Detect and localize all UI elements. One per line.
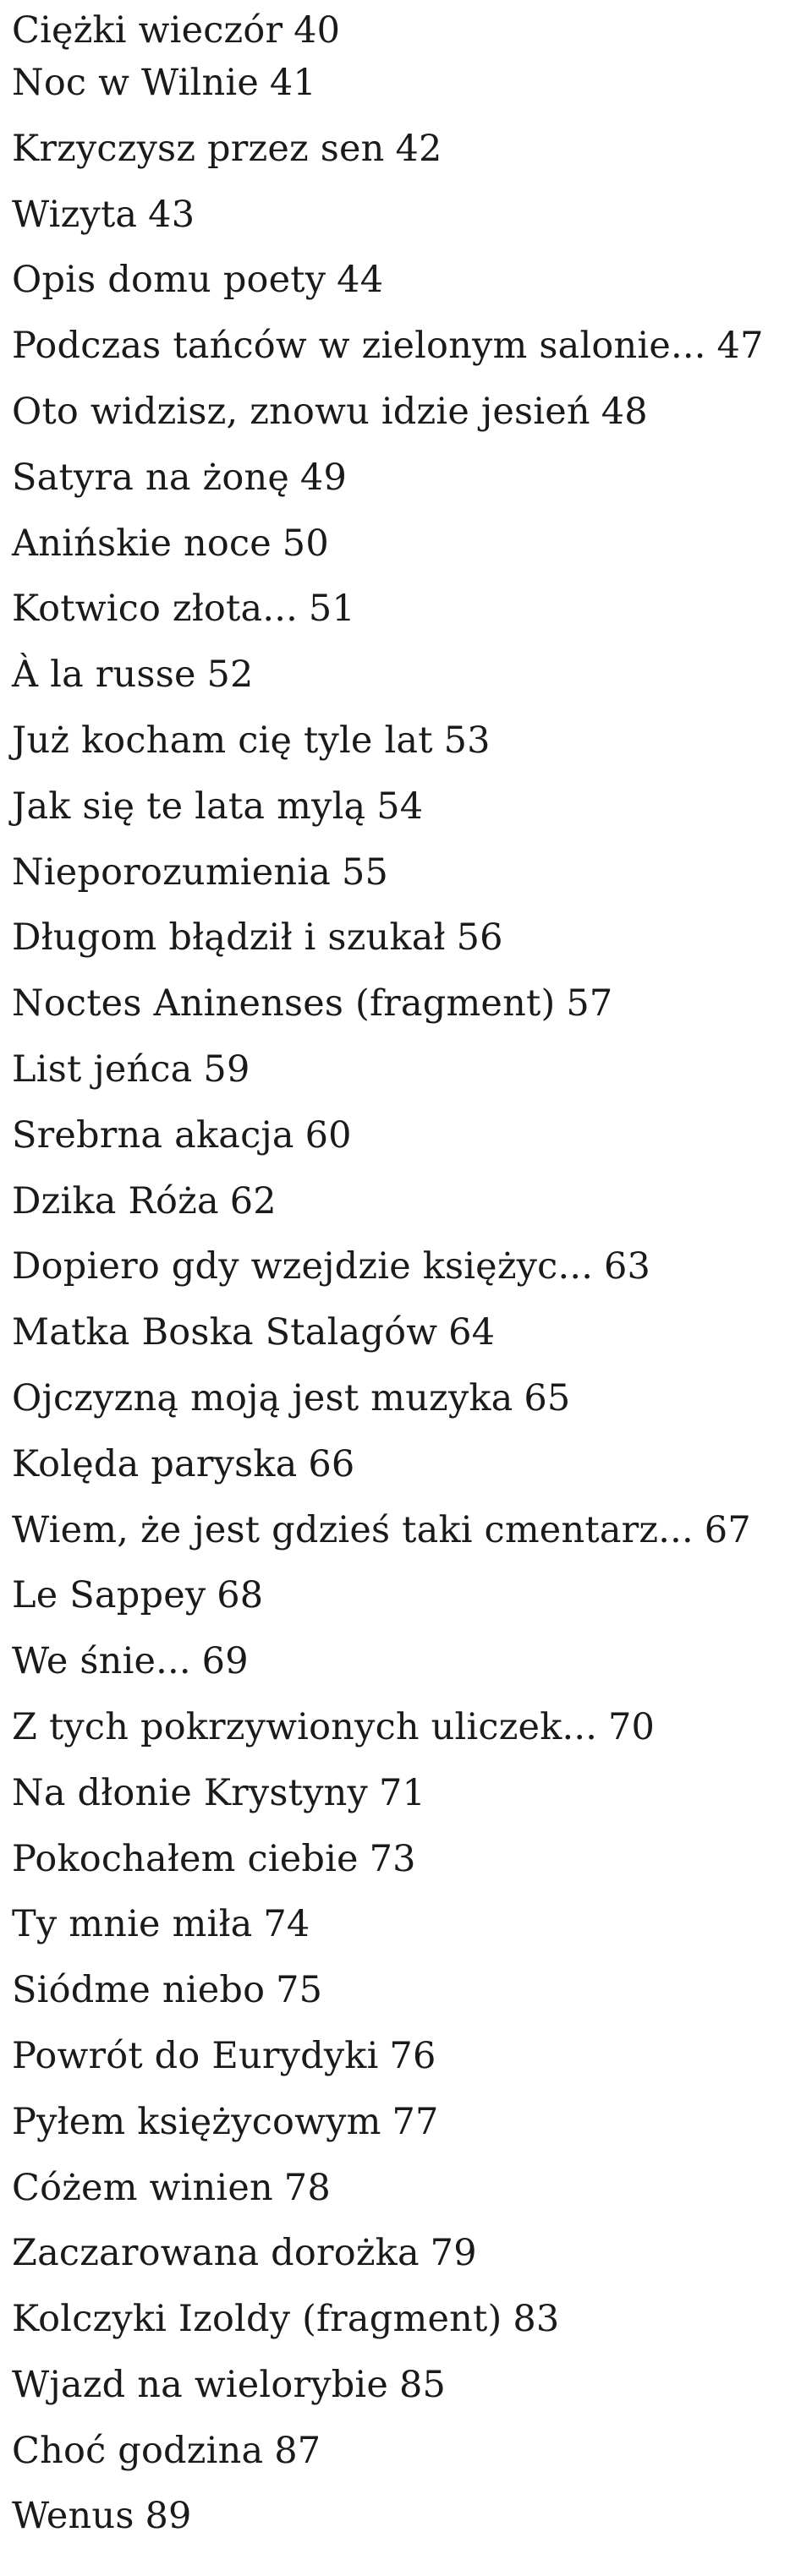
entry-title: Już kocham cię tyle lat (12, 719, 433, 762)
entry-page-number: 71 (378, 1771, 426, 1814)
toc-entry (12, 2353, 807, 2419)
entry-title: Srebrna akacja (12, 1113, 294, 1157)
toc-entry (12, 2419, 807, 2485)
entry-page-number: 66 (308, 1442, 355, 1485)
toc-entry (12, 971, 807, 1037)
toc-entry (12, 643, 807, 708)
toc-entry (12, 183, 807, 249)
entry-page-number: 70 (607, 1705, 656, 1748)
entry-page-number: 68 (217, 1574, 264, 1617)
entry-title: Cóżem winien (12, 2166, 273, 2209)
toc-entry (12, 117, 807, 183)
entry-title: À la russe (12, 654, 196, 697)
entry-title: Kolczyki Izoldy (fragment) (12, 2298, 502, 2341)
entry-page-number: 42 (395, 127, 442, 170)
toc-entry (12, 511, 807, 577)
entry-title: Na dłonie Krystyny (12, 1771, 369, 1814)
entry-page-number: 83 (513, 2298, 560, 2341)
entry-page-number: 43 (148, 193, 195, 236)
entry-page-number: 51 (308, 588, 355, 631)
toc-entry (12, 2156, 807, 2222)
toc-entry (12, 1629, 807, 1695)
entry-page-number: 49 (299, 456, 348, 499)
toc-entry (12, 1300, 807, 1366)
entry-page-number: 69 (201, 1640, 249, 1683)
entry-title: Krzyczysz przez sen (12, 127, 385, 170)
entry-page-number: 85 (398, 2363, 447, 2406)
entry-title: Siódme niebo (12, 1969, 266, 2012)
toc-entry (12, 0, 807, 51)
entry-title: Ty mnie miła (12, 1903, 253, 1946)
toc-entry (12, 1695, 807, 1761)
toc-entry (12, 1761, 807, 1827)
entry-title: Choć godzina (12, 2429, 264, 2472)
toc-entry (12, 1498, 807, 1564)
entry-page-number: 44 (337, 259, 384, 302)
entry-title: Pokochałem ciebie (12, 1837, 359, 1880)
entry-page-number: 53 (443, 719, 491, 762)
entry-page-number: 57 (566, 982, 613, 1025)
entry-title: Jak się te lata mylą (12, 785, 366, 828)
toc-entry (12, 380, 807, 446)
entry-page-number: 89 (145, 2495, 192, 2538)
entry-title: Kotwico złota... (12, 588, 298, 631)
entry-title: Zaczarowana dorożka (12, 2232, 420, 2275)
entry-title: Nieporozumienia (12, 850, 332, 894)
entry-page-number: 48 (601, 390, 648, 433)
entry-title: Dzika Róża (12, 1179, 219, 1222)
entry-page-number: 76 (389, 2034, 436, 2077)
entry-title: Wiem, że jest gdzieś taki cmentarz... (12, 1508, 694, 1551)
entry-title: Z tych pokrzywionych uliczek... (12, 1705, 598, 1748)
entry-page-number: 41 (269, 62, 316, 104)
entry-page-number: 59 (203, 1047, 250, 1091)
entry-title: Anińskie noce (12, 522, 272, 565)
entry-title: Wjazd na wielorybie (12, 2363, 389, 2406)
toc-entry (12, 1037, 807, 1103)
toc-entry (12, 314, 807, 380)
toc-entry (12, 840, 807, 906)
entry-title: Wizyta (12, 193, 138, 236)
toc-entry (12, 1432, 807, 1498)
entry-page-number: 65 (524, 1376, 571, 1419)
entry-page-number: 63 (603, 1245, 651, 1288)
entry-title: Le Sappey (12, 1574, 206, 1617)
entry-title: Oto widzisz, znowu idzie jesień (12, 390, 590, 433)
entry-page-number: 73 (369, 1837, 416, 1880)
entry-title: Dopiero gdy wzejdzie księżyc... (12, 1245, 594, 1288)
entry-title: Noctes Aninenses (fragment) (12, 982, 556, 1025)
toc-entry (12, 51, 807, 117)
entry-page-number: 67 (704, 1508, 751, 1551)
toc-entry (12, 1958, 807, 2024)
entry-page-number: 87 (274, 2429, 321, 2472)
entry-title: Pyłem księżycowym (12, 2100, 381, 2143)
toc-entry (12, 248, 807, 314)
toc-entry (12, 708, 807, 774)
entry-page-number: 40 (294, 9, 341, 52)
entry-page-number: 55 (341, 850, 389, 894)
entry-title: Matka Boska Stalagów (12, 1311, 438, 1354)
entry-title: Opis domu poety (12, 259, 326, 302)
entry-page-number: 54 (376, 785, 424, 828)
entry-title: We śnie... (12, 1640, 191, 1683)
entry-title: Ciężki wieczór (12, 9, 283, 52)
toc-entry (12, 1234, 807, 1300)
table-of-contents (12, 0, 807, 2550)
entry-title: Satyra na żonę (12, 456, 290, 499)
toc-entry (12, 1892, 807, 1958)
entry-page-number: 62 (229, 1179, 277, 1222)
toc-entry (12, 577, 807, 643)
toc-entry (12, 1169, 807, 1235)
toc-entry (12, 446, 807, 511)
entry-page-number: 56 (456, 916, 503, 960)
entry-title: Kolęda paryska (12, 1442, 298, 1485)
toc-entry (12, 1827, 807, 1893)
toc-entry (12, 2090, 807, 2156)
entry-title: Wenus (12, 2495, 134, 2538)
entry-page-number: 75 (276, 1969, 323, 2012)
entry-title: Długom błądził i szukał (12, 916, 446, 960)
toc-entry (12, 1103, 807, 1169)
toc-entry (12, 774, 807, 840)
entry-title: Podczas tańców w zielonym salonie... (12, 325, 706, 368)
toc-entry (12, 1563, 807, 1629)
entry-page-number: 60 (304, 1113, 352, 1157)
entry-title: Powrót do Eurydyki (12, 2034, 379, 2077)
entry-page-number: 64 (448, 1311, 496, 1354)
toc-entry (12, 2287, 807, 2353)
toc-entry (12, 2484, 807, 2550)
toc-entry (12, 905, 807, 971)
entry-page-number: 79 (430, 2232, 477, 2275)
entry-page-number: 50 (282, 522, 329, 565)
entry-title: List jeńca (12, 1047, 193, 1091)
entry-page-number: 52 (206, 654, 254, 697)
entry-page-number: 74 (263, 1903, 310, 1946)
toc-entry (12, 1366, 807, 1432)
entry-title: Ojczyzną moją jest muzyka (12, 1376, 513, 1419)
entry-page-number: 78 (283, 2166, 331, 2209)
entry-page-number: 77 (392, 2100, 439, 2143)
toc-entry (12, 2024, 807, 2090)
toc-entry (12, 2221, 807, 2287)
entry-page-number: 47 (716, 325, 764, 368)
entry-title: Noc w Wilnie (12, 62, 259, 104)
